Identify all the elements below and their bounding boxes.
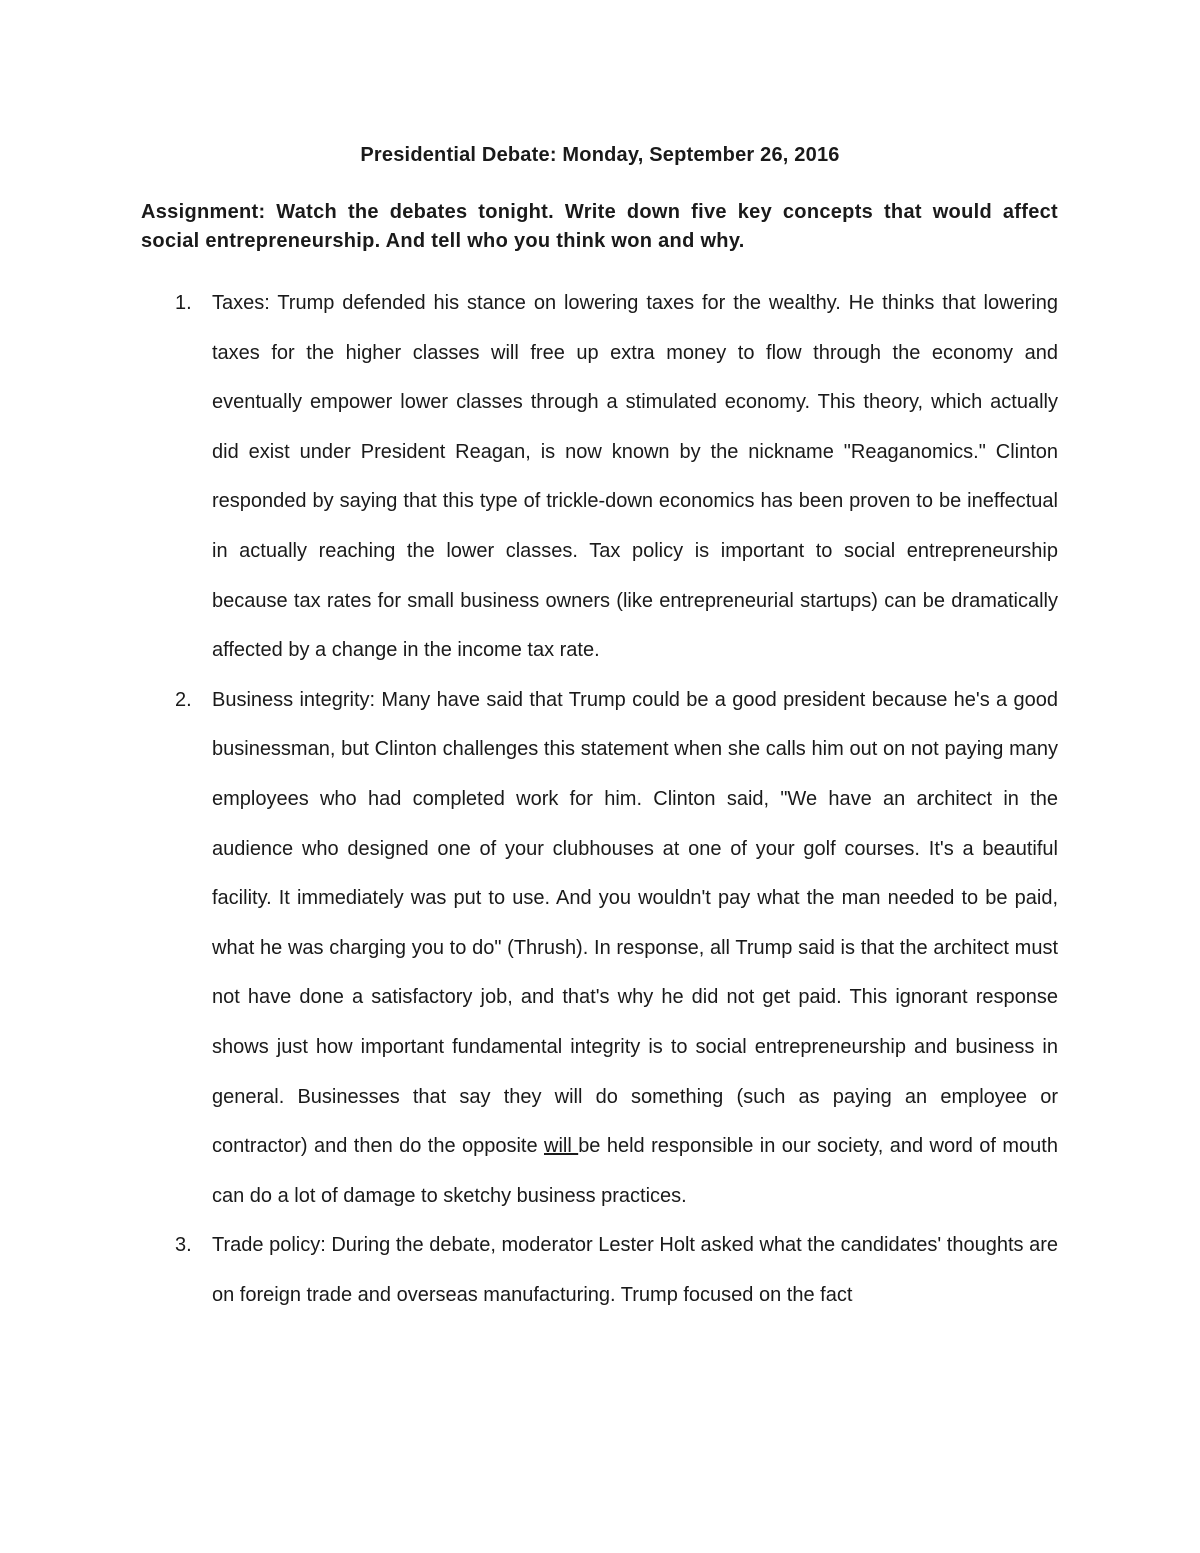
list-item-business-integrity <box>141 676 1058 1222</box>
underlined-word: will <box>544 1135 579 1158</box>
list-item-number: 1. <box>175 292 192 314</box>
list-item-text-part: Business integrity: Many have said that Trump could be a good president because he's a good businessman, but Clinton challenges this statement when she calls him out on not paying many employees who had completed work for him. Clinton said, "We have an architect in the audience who designed one of your clubhouses at one of your golf courses. It's a beautiful facility. It immediately was put to use. And you wouldn't pay what the man needed to be paid, what he was charging you to do" (Thrush). In response, all Trump said is that the architect must not have done a satisfactory job, and that's why he did not get paid. This ignorant response shows just how important fundamental integrity is to social entrepreneurship and business in general. Businesses that say they will do something (such as paying an employee or contractor) and then do the opposite <box>212 688 1058 1158</box>
key-concepts-list <box>141 279 1058 1320</box>
list-item-trade-policy <box>141 1221 1058 1320</box>
list-item-taxes <box>141 279 1058 676</box>
list-item-text: Trade policy: During the debate, moderator Lester Holt asked what the candidates' thoughts are on foreign trade and overseas manufacturing. Trump focused on the fact <box>212 1234 1058 1306</box>
list-item-text <box>212 689 1058 1207</box>
list-item-number: 3. <box>175 1234 192 1257</box>
list-item-text-part: be held responsible in our society, and word of mouth can do a lot of damage to sketchy business practices. <box>212 1135 1058 1207</box>
list-item-text: Taxes: Trump defended his stance on lowering taxes for the wealthy. He thinks that lowering taxes for the higher classes will free up extra money to flow through the economy and eventually empower lower classes through a stimulated economy. This theory, which actually did exist under President Reagan, is now known by the nickname "Reaganomics." Clinton responded by saying that this type of trickle-down economics has been proven to be ineffectual in actually reaching the lower classes. Tax policy is important to social entrepreneurship because tax rates for small business owners (like entrepreneurial startups) can be dramatically affected by a change in the income tax rate. <box>212 292 1058 662</box>
document-title: Presidential Debate: Monday, September 26, 2016 <box>360 144 840 166</box>
assignment-prompt: Assignment: Watch the debates tonight. Write down five key concepts that would affect social entrepreneurship. And tell who you think won and why. <box>141 201 1058 252</box>
list-item-number: 2. <box>175 688 192 711</box>
